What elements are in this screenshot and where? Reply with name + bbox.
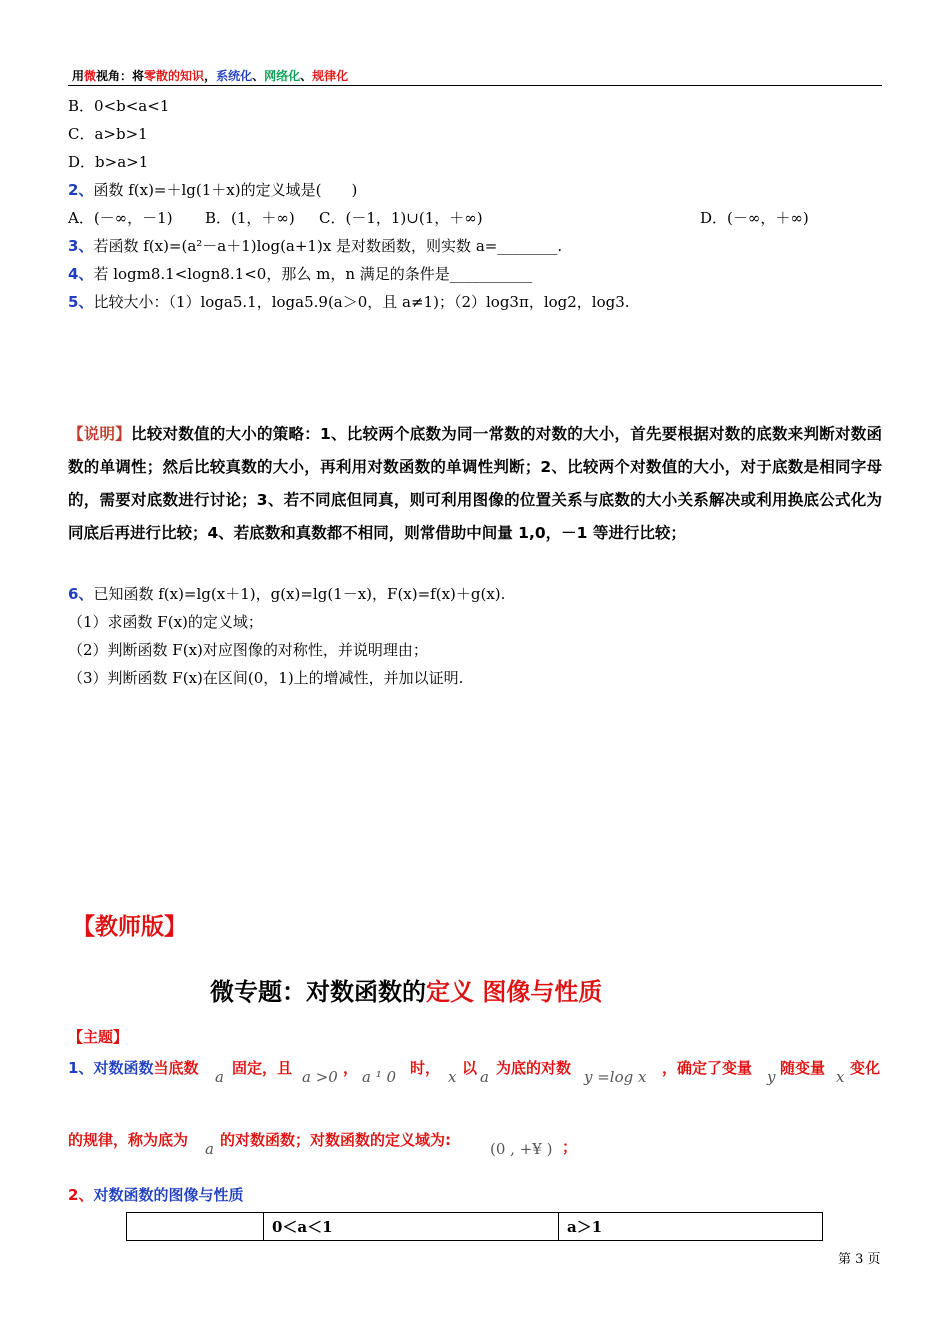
item-number: 1、 [68, 1059, 94, 1077]
q3 [68, 236, 562, 256]
question-number: 3、 [68, 237, 94, 255]
title-text: 微专题：对数函数的 [210, 978, 426, 1006]
note-tag: 【说明】 [68, 425, 131, 443]
q2-option-b: B．(1，＋∞) [205, 209, 295, 227]
header-divider [68, 85, 882, 86]
item-number: 2、 [68, 1186, 94, 1204]
definition-text: 的对数函数；对数函数的定义域为: [220, 1131, 452, 1149]
definition-term: 对数函数 [93, 1059, 154, 1077]
question-text: 比较大小：（1）loga5.1，loga5.9(a＞0，且 a≠1)；（2）log3π，log2，log3. [93, 293, 630, 311]
definition-line-1 [68, 1057, 198, 1078]
q6-stem [68, 584, 505, 604]
definition-text: 随变量 [780, 1059, 826, 1077]
question-number: 2、 [68, 181, 94, 199]
header-text: 网络化 [264, 69, 301, 83]
q5 [68, 292, 630, 312]
definition-text: 当底数 [153, 1059, 199, 1077]
table-row [127, 1213, 823, 1241]
question-number: 6、 [68, 585, 94, 603]
definition-text: 变化 [850, 1059, 881, 1077]
question-text: 函数 f(x)=＋lg(1＋x)的定义域是( ) [93, 181, 358, 199]
var-x: x [836, 1068, 845, 1086]
title-highlight: 定义 图像与性质 [426, 978, 603, 1006]
q4 [68, 264, 532, 284]
domain-formula: (0 , +¥ ) [490, 1140, 553, 1158]
page-number: 第 3 页 [838, 1252, 881, 1267]
var-a: a [480, 1068, 489, 1086]
teacher-version-heading: 【教师版】 [72, 914, 187, 940]
definition-text: 以 [462, 1059, 478, 1077]
q2-stem [68, 180, 357, 200]
q2-option-c: C．(－1，1)∪(1，＋∞) [319, 209, 483, 227]
definition-line-2: 的规律，称为底为 [68, 1131, 189, 1149]
question-text: 若函数 f(x)=(a²－a＋1)log(a+1)x 是对数函数，则实数 a=________. [93, 237, 563, 255]
q6-sub-2: （2）判断函数 F(x)对应图像的对称性，并说明理由； [68, 641, 428, 659]
header-text: ， [204, 69, 217, 83]
q6-sub-1: （1）求函数 F(x)的定义域； [68, 613, 263, 631]
question-number: 4、 [68, 265, 94, 283]
definition-text: 固定，且 [232, 1059, 293, 1077]
theme-heading: 【主题】 [68, 1028, 129, 1046]
q2-option-a: A．(－∞，－1) [68, 209, 173, 227]
definition-text: ； [562, 1138, 578, 1156]
page-title [210, 972, 602, 1007]
q1-option-d: D．b>a>1 [68, 153, 149, 171]
definition-text: ，确定了变量 [662, 1059, 753, 1077]
definition-text: 为底的对数 [496, 1059, 572, 1077]
note-text: 比较对数值的大小的策略：1、比较两个底数为同一常数的对数的大小，首先要根据对数的底数来判断对数函数的单调性；然后比较真数的大小，再利用对数函数的单调性判断；2、比较两个对数值的大小，对于底数是相同字母的，需要对底数进行讨论；3、若不同底但同真，则可利用图像的位置关系与底数的大小关系解决或利用换底公式化为同底后再进行比较；4、若底数和真数都不相同，则常借助中间量 1,0，－1 等进行比较； [68, 425, 882, 542]
var-a: a [205, 1140, 214, 1158]
heading-text: 对数函数的图像与性质 [93, 1186, 244, 1204]
var-x: x [448, 1068, 457, 1086]
strategy-note [68, 418, 882, 550]
question-number: 5、 [68, 293, 94, 311]
table-header-cell [127, 1213, 264, 1241]
q1-option-b: B．0<b<a<1 [68, 97, 170, 115]
header-text: 零散的知识 [144, 69, 205, 83]
header-text: 视角：将 [96, 69, 145, 83]
header-text: 用 [72, 69, 85, 83]
definition-text: ， [343, 1059, 359, 1077]
header-text: 规律化 [312, 69, 349, 83]
formula-a-ne-1: a ¹ 0 [362, 1068, 397, 1086]
formula-a-gt-0: a >0 [302, 1068, 338, 1086]
formula-log: y =log x [584, 1068, 647, 1086]
page-header [72, 67, 348, 84]
properties-table [126, 1212, 823, 1241]
question-text: 已知函数 f(x)=lg(x＋1)，g(x)=lg(1－x)，F(x)=f(x)＋g(x). [93, 585, 506, 603]
table-header-cell: a＞1 [559, 1213, 823, 1241]
header-text: 、 [300, 69, 313, 83]
header-text: 、 [252, 69, 265, 83]
definition-text: 时， [410, 1059, 441, 1077]
q6-sub-3: （3）判断函数 F(x)在区间(0，1)上的增减性，并加以证明. [68, 669, 464, 687]
q1-option-c: C．a>b>1 [68, 125, 148, 143]
var-a: a [215, 1068, 224, 1086]
question-text: 若 logm8.1<logn8.1<0，那么 m，n 满足的条件是___________ [93, 265, 533, 283]
q2-option-d: D．(－∞，＋∞) [700, 209, 809, 227]
header-text: 微 [84, 69, 97, 83]
var-y: y [767, 1068, 776, 1086]
graph-properties-heading [68, 1184, 243, 1205]
table-header-cell: 0＜a＜1 [264, 1213, 559, 1241]
header-text: 系统化 [216, 69, 253, 83]
